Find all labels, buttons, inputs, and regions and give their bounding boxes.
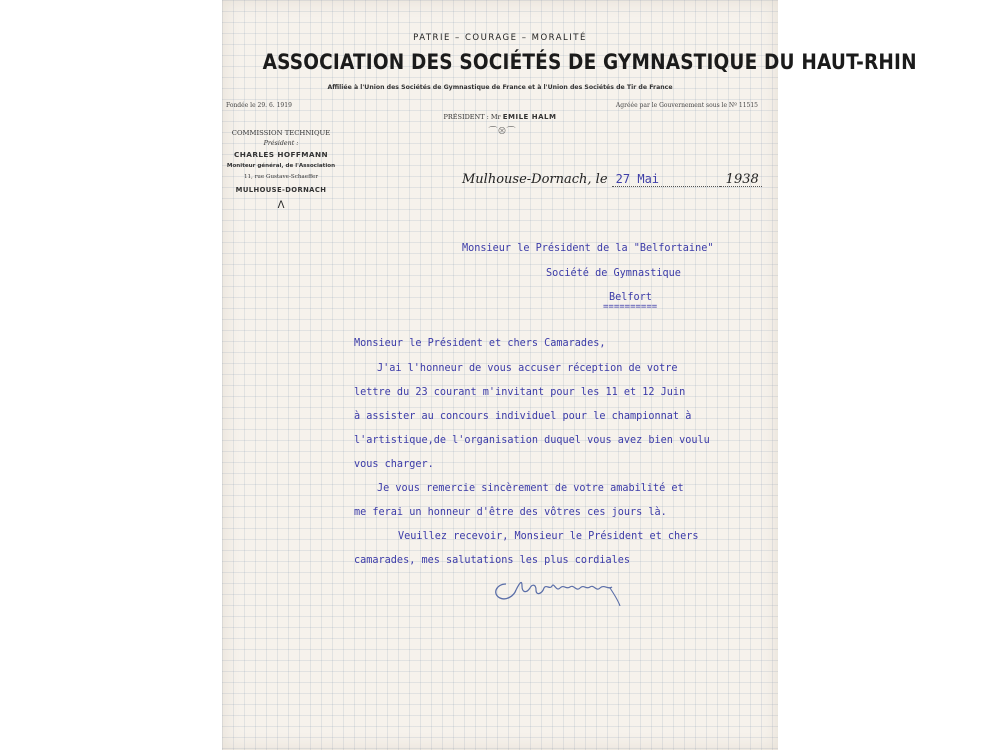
body-line: me ferai un honneur d'être des vôtres ces jours là. xyxy=(354,507,667,518)
recipient-line-3: Belfort xyxy=(609,292,652,303)
government-approval: Agréée par le Gouvernement sous le Nº 11515 xyxy=(615,102,758,109)
commission-title: COMMISSION TECHNIQUE xyxy=(231,129,331,137)
ornament-icon: ⌒⊗⌒ xyxy=(488,126,516,136)
commission-role: Moniteur général, de l'Association xyxy=(226,163,336,169)
recipient-underline: ========== xyxy=(603,302,658,312)
caret-ornament-icon: ᐱ xyxy=(277,200,285,211)
president-label: PRÉSIDENT : Mr xyxy=(443,113,501,121)
commission-city: MULHOUSE-DORNACH xyxy=(235,186,327,194)
founded-date: Fondée le 29. 6. 1919 xyxy=(226,102,292,109)
president-line xyxy=(222,113,778,121)
date-day-month: 27 Mai xyxy=(612,173,720,187)
date-year: 1938 xyxy=(720,173,762,187)
motto: PATRIE – COURAGE – MORALITÉ xyxy=(413,33,587,43)
president-name: EMILE HALM xyxy=(502,113,557,121)
salutation: Monsieur le Président et chers Camarades, xyxy=(354,338,606,349)
body-line: J'ai l'honneur de vous accuser réception de votre xyxy=(377,363,678,374)
date-place: Mulhouse-Dornach, le xyxy=(462,172,608,187)
association-name: ASSOCIATION DES SOCIÉTÉS DE GYMNASTIQUE DU HAUT-RHIN xyxy=(262,50,917,75)
handwritten-signature xyxy=(490,570,650,610)
body-line: camarades, mes salutations les plus cordiales xyxy=(354,555,631,566)
commission-address: 11, rue Gustave-Schaeffer xyxy=(243,174,319,180)
recipient-line-1: Monsieur le Président de la "Belfortaine" xyxy=(462,243,714,254)
affiliation-line: Affiliée à l'Union des Sociétés de Gymnastique de France et à l'Union des Sociétés de Tir de France xyxy=(327,84,673,91)
body-line: l'artistique,de l'organisation duquel vous avez bien voulu xyxy=(354,435,710,446)
commission-president-label: Président : xyxy=(263,140,299,147)
body-line: lettre du 23 courant m'invitant pour les 11 et 12 Juin xyxy=(354,387,686,398)
recipient-line-2: Société de Gymnastique xyxy=(546,268,681,279)
letter-paper xyxy=(222,0,917,750)
date-line xyxy=(462,172,762,187)
body-line: vous charger. xyxy=(354,459,434,470)
body-line: Je vous remercie sincèrement de votre amabilité et xyxy=(377,483,684,494)
body-line: à assister au concours individuel pour le championnat à xyxy=(354,411,692,422)
body-line: Veuillez recevoir, Monsieur le Président et chers xyxy=(398,531,699,542)
commission-name: CHARLES HOFFMANN xyxy=(234,150,328,159)
